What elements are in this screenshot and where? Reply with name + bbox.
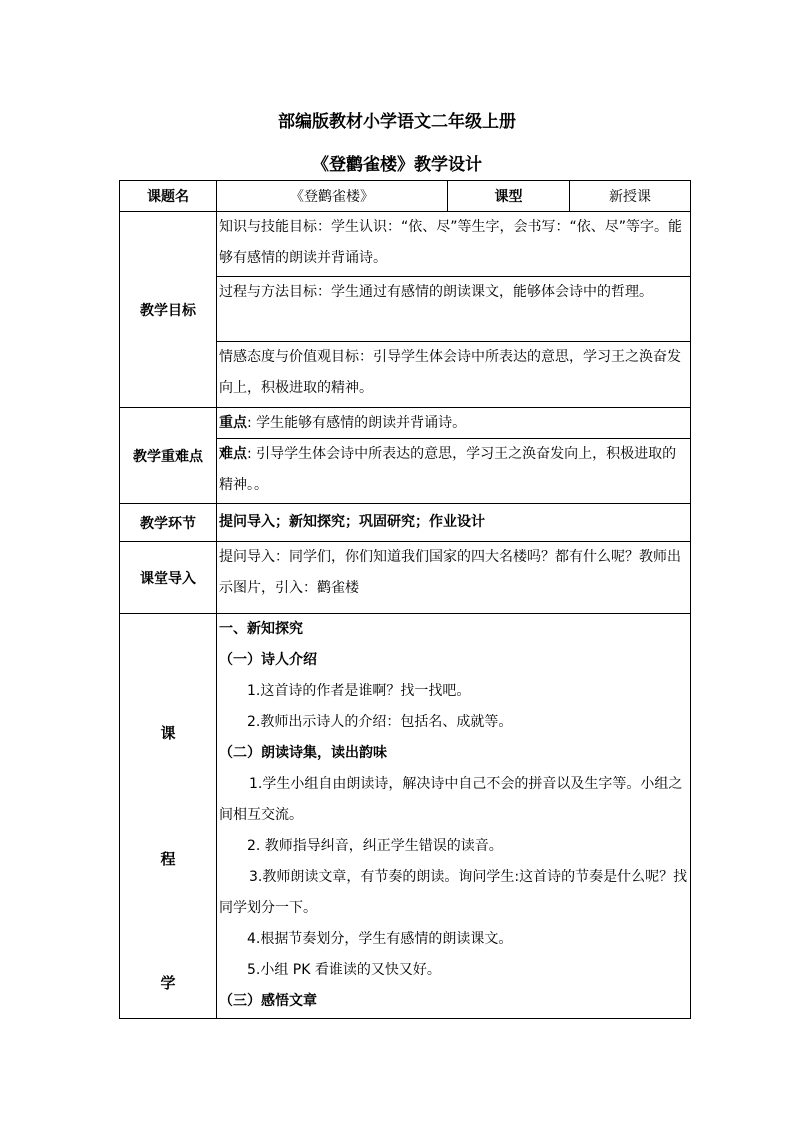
list-item: 3.教师朗读文章，有节奏的朗读。询问学生:这首诗的节奏是什么呢？找同学划分一下。: [219, 869, 688, 916]
row-steps: [120, 504, 691, 542]
label-key: 教学重难点: [120, 408, 217, 504]
row-process: [120, 614, 691, 1019]
subheading-reading: （二）朗读诗集，读出韵味: [219, 745, 387, 761]
intro-value: 提问导入：同学们，你们知道我们国家的四大名楼吗？都有什么呢？教师出示图片，引入：鹳雀楼: [217, 542, 691, 614]
row-goals: [120, 212, 691, 408]
label-type: 课型: [448, 181, 570, 212]
subheading-understanding: （三）感悟文章: [219, 993, 317, 1009]
goal-process: 过程与方法目标：学生通过有感情的朗读课文，能够体会诗中的哲理。: [217, 276, 690, 341]
process-content: [217, 614, 691, 1019]
process-label-cell: [120, 614, 217, 1019]
document-title-line2: 《登鹳雀楼》教学设计: [312, 155, 482, 175]
lesson-plan-table: [119, 180, 691, 1019]
document-title-line1: 部编版教材小学语文二年级上册: [278, 112, 516, 132]
subheading-poet: （一）诗人介绍: [219, 652, 317, 668]
process-label-char-2: 程: [160, 850, 176, 868]
type-value: 新授课: [570, 181, 691, 212]
difficult-point: [217, 438, 690, 503]
steps-value: 提问导入；新知探究；巩固研究；作业设计: [217, 504, 691, 542]
list-item: 1.学生小组自由朗读诗，解决诗中自己不会的拼音以及生字等。小组之间相互交流。: [219, 776, 683, 823]
process-label-char-1: 课: [160, 724, 176, 742]
key-point: [217, 408, 690, 438]
difficult-point-text: : 引导学生体会诗中所表达的意思，学习王之涣奋发向上，积极进取的精神。。: [219, 446, 677, 493]
topic-value: 《登鹳雀楼》: [217, 181, 448, 212]
label-steps: 教学环节: [120, 504, 217, 542]
section-heading-1: 一、新知探究: [219, 621, 303, 637]
key-point-text: : 学生能够有感情的朗读并背诵诗。: [247, 415, 467, 431]
label-topic: 课题名: [120, 181, 217, 212]
list-item: 1.这首诗的作者是谁啊？找一找吧。: [247, 683, 471, 699]
list-item: 5.小组 PK 看谁读的又快又好。: [247, 962, 441, 978]
process-label-char-3: 学: [160, 974, 176, 992]
goal-emotion: 情感态度与价值观目标：引导学生体会诗中所表达的意思，学习王之涣奋发向上，积极进取的精神。: [217, 341, 690, 406]
row-intro: [120, 542, 691, 614]
list-item: 2. 教师指导纠音，纠正学生错误的读音。: [247, 838, 503, 854]
row-topic: [120, 181, 691, 212]
list-item: 4.根据节奏划分，学生有感情的朗读课文。: [247, 931, 513, 947]
key-cell: [217, 408, 691, 504]
goals-cell: [217, 212, 691, 408]
row-key: [120, 408, 691, 504]
goal-knowledge: 知识与技能目标：学生认识：“依、尽”等生字，会书写：“依、尽”等字。能够有感情的朗读并背诵诗。: [219, 219, 683, 266]
list-item: 2.教师出示诗人的介绍：包括名、成就等。: [247, 714, 513, 730]
label-intro: 课堂导入: [120, 542, 217, 614]
key-point-label: 重点: [219, 415, 247, 431]
difficult-point-label: 难点: [219, 446, 247, 462]
label-goals: 教学目标: [120, 212, 217, 408]
